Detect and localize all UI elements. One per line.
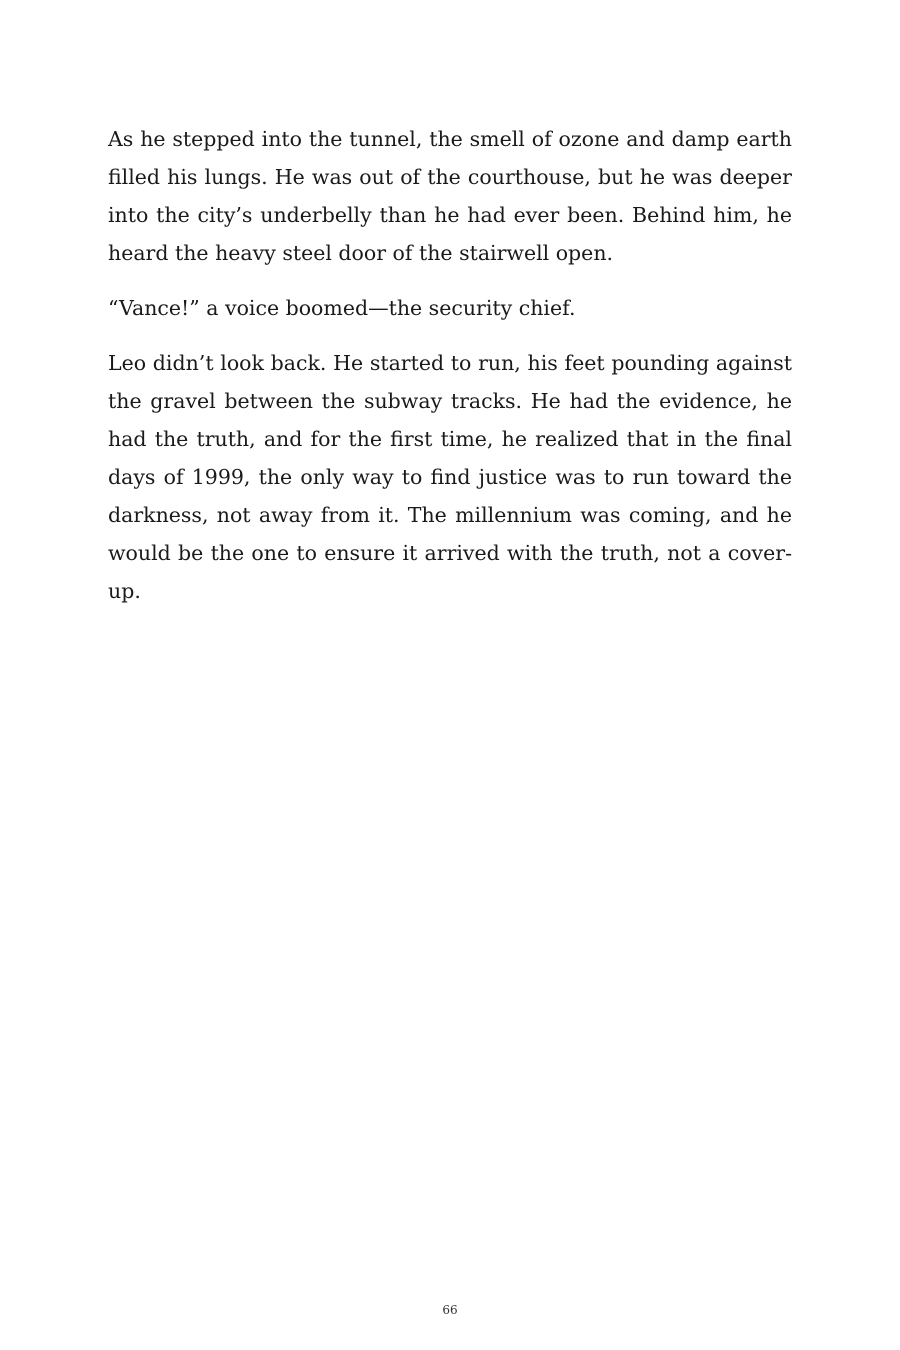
paragraph-escape: Leo didn’t look back. He started to run, his feet pounding against the gravel between the subway tracks. He had the evidence, he had the truth, and for the first time, he realized that in the final days of 1999, the only way to find justice was to run toward the darkness, not away from it. The millennium was coming, and he would be the one to ensure it arrived with the truth, not a cover-up.: [108, 351, 792, 603]
page-number: 66: [442, 1303, 458, 1317]
paragraph-dialogue: “Vance!” a voice boomed—the security chief.: [108, 296, 576, 320]
body-text: [108, 120, 792, 627]
paragraph-tunnel: As he stepped into the tunnel, the smell of ozone and damp earth filled his lungs. He was out of the courthouse, but he was deeper into the city’s underbelly than he had ever been. Behind him, he heard the heavy steel door of the stairwell open.: [108, 127, 792, 265]
